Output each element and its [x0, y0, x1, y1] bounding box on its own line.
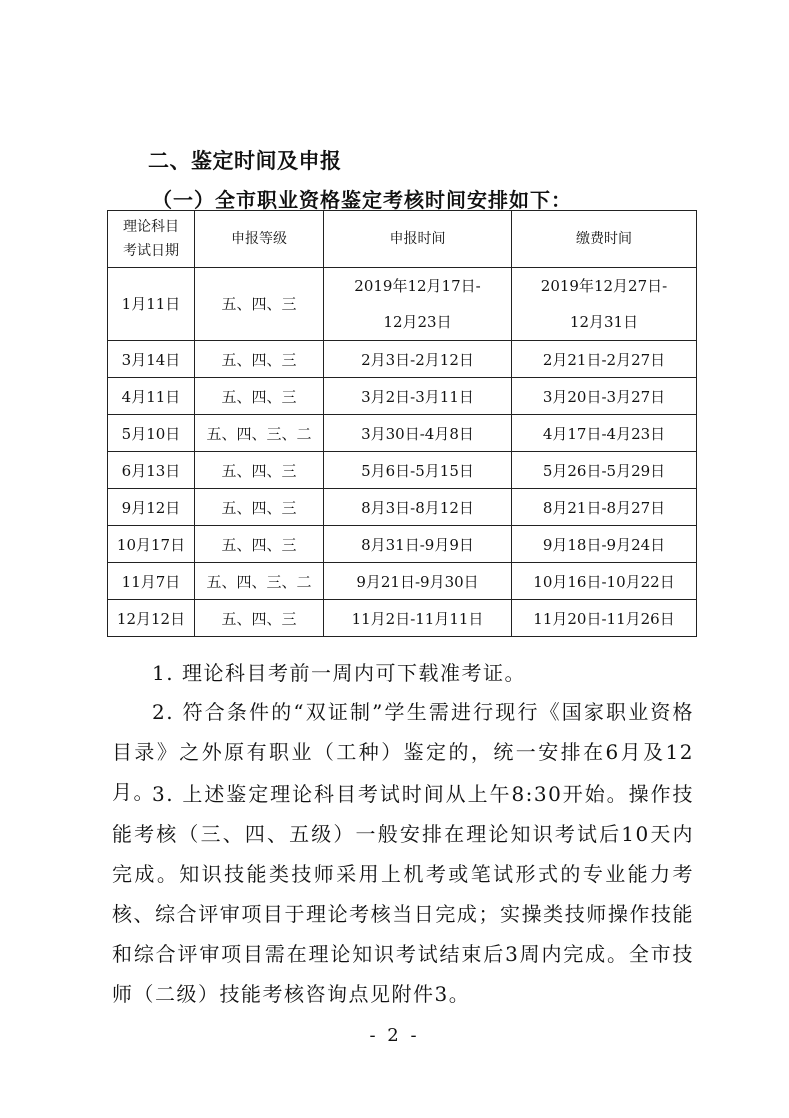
cell-date: 4月11日: [108, 378, 195, 415]
table-row: [108, 415, 697, 452]
cell-pay-time: 11月20日-11月26日: [512, 600, 697, 637]
cell-date: 6月13日: [108, 452, 195, 489]
cell-level: 五、四、三: [195, 489, 324, 526]
table-header-row: [108, 211, 697, 268]
cell-pay-time-line1: 2019年12月27日-: [540, 277, 668, 295]
table-row: [108, 526, 697, 563]
cell-level: 五、四、三: [195, 341, 324, 378]
header-exam-date: [108, 211, 195, 268]
header-exam-date-line2: 考试日期: [123, 243, 179, 259]
cell-pay-time: 3月20日-3月27日: [512, 378, 697, 415]
cell-date: 3月14日: [108, 341, 195, 378]
header-pay-time: 缴费时间: [512, 211, 697, 268]
cell-apply-time: 2月3日-2月12日: [324, 341, 512, 378]
table-row: [108, 452, 697, 489]
cell-pay-time: [512, 268, 697, 341]
subsection-heading: （一）全市职业资格鉴定考核时间安排如下：: [152, 188, 572, 212]
cell-pay-time-line2: 12月31日: [569, 313, 639, 331]
cell-apply-time-line2: 12月23日: [383, 313, 452, 331]
note-1: 1. 理论科目考前一周内可下载准考证。: [152, 661, 526, 685]
cell-date: 10月17日: [108, 526, 195, 563]
cell-apply-time: 11月2日-11月11日: [324, 600, 512, 637]
table-row: [108, 268, 697, 341]
table-row: [108, 378, 697, 415]
cell-level: 五、四、三、二: [195, 563, 324, 600]
cell-level: 五、四、三: [195, 268, 324, 341]
section-heading: 二、鉴定时间及申报: [148, 149, 342, 173]
header-apply-time: 申报时间: [324, 211, 512, 268]
cell-date: 1月11日: [108, 268, 195, 341]
cell-date: 11月7日: [108, 563, 195, 600]
cell-level: 五、四、三: [195, 378, 324, 415]
cell-apply-time: [324, 268, 512, 341]
table-row: [108, 600, 697, 637]
cell-pay-time: 9月18日-9月24日: [512, 526, 697, 563]
page-number: - 2 -: [369, 1025, 420, 1046]
cell-level: 五、四、三: [195, 452, 324, 489]
cell-level: 五、四、三、二: [195, 415, 324, 452]
note-2: 2. 符合条件的“双证制”学生需进行现行《国家职业资格目录》之外原有职业（工种）鉴定的，统一安排在6月及12月。: [112, 700, 694, 804]
cell-level: 五、四、三: [195, 526, 324, 563]
cell-pay-time: 10月16日-10月22日: [512, 563, 697, 600]
cell-apply-time: 3月30日-4月8日: [324, 415, 512, 452]
table-row: [108, 563, 697, 600]
cell-pay-time: 5月26日-5月29日: [512, 452, 697, 489]
cell-apply-time: 9月21日-9月30日: [324, 563, 512, 600]
table-row: [108, 489, 697, 526]
cell-apply-time: 3月2日-3月11日: [324, 378, 512, 415]
cell-date: 9月12日: [108, 489, 195, 526]
cell-date: 12月12日: [108, 600, 195, 637]
cell-date: 5月10日: [108, 415, 195, 452]
cell-pay-time: 2月21日-2月27日: [512, 341, 697, 378]
note-3: 3. 上述鉴定理论科目考试时间从上午8:30开始。操作技能考核（三、四、五级）一般安排在理论知识考试后10天内完成。知识技能类技师采用上机考或笔试形式的专业能力考核、综合评审项目于理论考核当日完成；实操类技师操作技能和综合评审项目需在理论知识考试结束后3周内完成。全市技师（二级）技能考核咨询点见附件3。: [112, 782, 694, 1006]
cell-level: 五、四、三: [195, 600, 324, 637]
schedule-table: [107, 210, 697, 637]
header-exam-date-line1: 理论科目: [123, 219, 179, 235]
cell-pay-time: 4月17日-4月23日: [512, 415, 697, 452]
header-level: 申报等级: [195, 211, 324, 268]
cell-pay-time: 8月21日-8月27日: [512, 489, 697, 526]
cell-apply-time: 5月6日-5月15日: [324, 452, 512, 489]
cell-apply-time: 8月31日-9月9日: [324, 526, 512, 563]
cell-apply-time: 8月3日-8月12日: [324, 489, 512, 526]
table-row: [108, 341, 697, 378]
cell-apply-time-line1: 2019年12月17日-: [354, 277, 481, 295]
